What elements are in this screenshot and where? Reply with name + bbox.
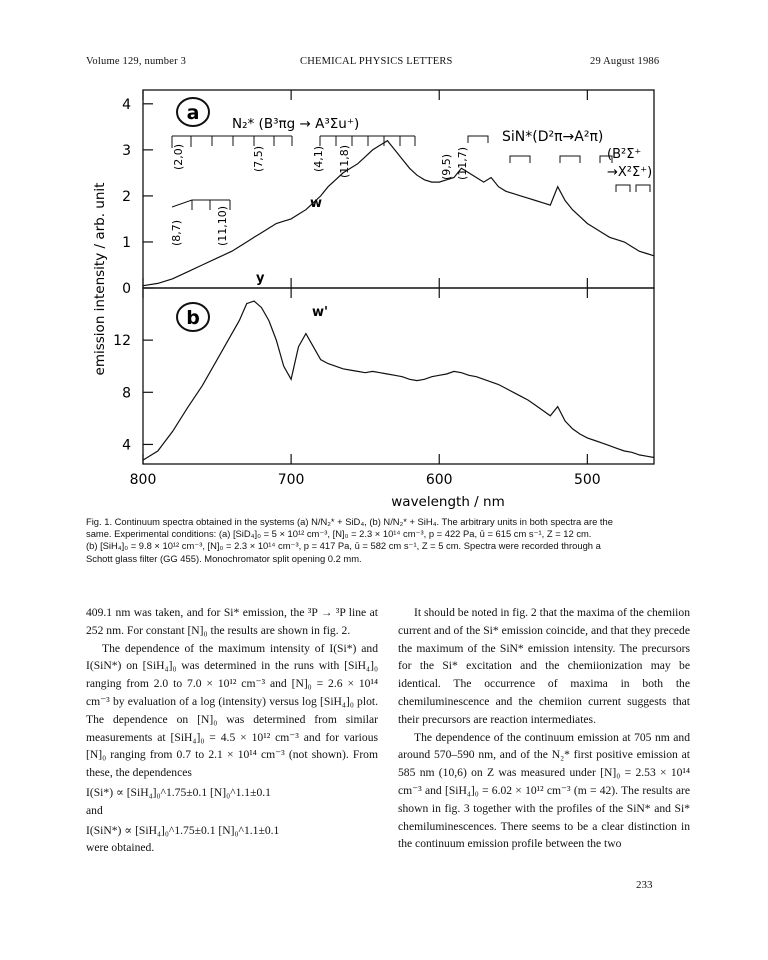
running-header-journal: CHEMICAL PHYSICS LETTERS — [300, 56, 453, 67]
figure-caption — [86, 516, 686, 565]
panel-b-ticks — [113, 333, 153, 453]
svg-text:b: b — [186, 307, 200, 329]
running-header-date: 29 August 1986 — [590, 56, 660, 67]
caption-line: Schott glass filter (GG 455). Monochromator split opening 0.2 mm. — [86, 552, 362, 564]
panel-b-label — [177, 303, 209, 331]
vib-label-2-0: (2,0) — [172, 143, 185, 170]
x-axis-ticks — [129, 90, 604, 488]
vib-label-8-7: (8,7) — [170, 219, 183, 246]
band-label-sin-b1: (B²Σ⁺ — [607, 147, 642, 162]
peak-label-w: w — [310, 196, 323, 211]
equation-si: I(Si*) ∝ [SiH₄]₀^1.75±0.1 [N]₀^1.1±0.1 — [86, 785, 271, 799]
left-column — [86, 604, 378, 857]
right-column — [398, 604, 690, 853]
spectrum-line-panel-b — [143, 301, 654, 460]
vib-label-11-7: (11,7) — [456, 146, 469, 180]
vib-label-11-8: (11,8) — [338, 144, 351, 178]
equation-connector: and — [86, 803, 103, 817]
paragraph: It should be noted in fig. 2 that the maxima of the chemiion current and of the Si* emission coincide, and that they precede the maximum of the SiN* emission intensity. The precursors for the Si* excitation and the chemiionization may be identical. The occurrence of maxima in both the chemiluminescence and the chemiion current suggests that their precursors are reaction intermediates. — [398, 606, 690, 726]
band-label-sin-b2: →X²Σ⁺) — [607, 165, 653, 180]
y-tick-label: 4 — [122, 96, 131, 113]
caption-line: same. Experimental conditions: (a) [SiD₄]₀ = 5 × 10¹² cm⁻³, [N]₀ = 2.3 × 10¹⁴ cm⁻³, p = 422 Pa, ū = 615 cm s⁻¹, Z = 12 cm. — [86, 528, 592, 540]
vib-label-11-10: (11,10) — [216, 205, 229, 246]
x-tick-label: 500 — [573, 472, 601, 488]
vib-label-9-5: (9,5) — [440, 153, 453, 180]
y-tick-label: 4 — [122, 437, 131, 454]
x-axis-label: wavelength / nm — [391, 494, 505, 510]
x-tick-label: 600 — [425, 472, 453, 488]
panel-a-label — [177, 98, 209, 126]
panel-a-frame — [143, 90, 654, 288]
band-label-n2: N₂* (B³πg → A³Σu⁺) — [232, 116, 360, 132]
page-number: 233 — [636, 879, 653, 891]
running-header-volume: Volume 129, number 3 — [86, 56, 187, 67]
y-tick-label: 12 — [113, 333, 131, 350]
paragraph: The dependence of the continuum emission at 705 nm and around 570–590 nm, and of the N₂* first positive emission at 585 nm (10,6) on Z was measured under [N]₀ = 2.53 × 10¹⁴ cm⁻³ and [SiH₄]₀ = 6.02 × 10¹² cm⁻³ (m = 42). The results are shown in fig. 3 together with the profiles of the SiN* and Si* chemiluminescences. There seems to be a clear distinction in the continuum emission profile between the two — [398, 730, 690, 851]
paragraph: The dependence of the maximum intensity of I(Si*) and I(SiN*) on [SiH₄]₀ was determined in the runs with [SiH₄]₀ ranging from 2.0 to 7.0 × 10¹² cm⁻³ and [N]₀ = 2.6 × 10¹⁴ cm⁻³ by evaluation of a log (intensity) versus log [SiH₄]₀ plot. The dependence on [N]₀ was determined from similar measurements at [SiH₄]₀ = 4.5 × 10¹² cm⁻³ and for various [N]₀ ranging from 0.7 to 2.1 × 10¹⁴ cm⁻³ (not shown). From these, the dependences — [86, 641, 378, 780]
svg-text:a: a — [186, 102, 200, 124]
y-tick-label: 3 — [122, 142, 131, 159]
caption-line: Fig. 1. Continuum spectra obtained in the systems (a) N/N₂* + SiD₄, (b) N/N₂* + SiH₄. The arbitrary units in both spectra are the — [86, 516, 613, 527]
y-tick-label: 8 — [122, 385, 131, 402]
panel-a-ticks — [122, 97, 153, 297]
x-tick-label: 700 — [277, 472, 305, 488]
paragraph: 409.1 nm was taken, and for Si* emission, the ³P → ³P line at 252 nm. For constant [N]₀ the results are shown in fig. 2. — [86, 606, 378, 637]
band-brackets — [172, 136, 653, 210]
peak-label-y: y — [256, 271, 265, 286]
caption-line: (b) [SiH₄]₀ = 9.8 × 10¹² cm⁻³, [N]₀ = 2.3 × 10¹⁴ cm⁻³, p = 417 Pa, ū = 582 cm s⁻¹, Z = 5 cm. Spectra were recorded through a — [86, 540, 601, 552]
vib-label-7-5: (7,5) — [252, 145, 265, 172]
vib-label-4-1: (4,1) — [312, 145, 325, 172]
y-tick-label: 2 — [122, 188, 131, 205]
band-label-sin: SiN*(D²π→A²π) — [502, 129, 604, 145]
peak-label-wprime: w' — [312, 305, 328, 320]
equation-sin: I(SiN*) ∝ [SiH₄]₀^1.75±0.1 [N]₀^1.1±0.1 — [86, 823, 280, 837]
paragraph: were obtained. — [86, 841, 155, 855]
y-axis-label: emission intensity / arb. unit — [92, 182, 108, 376]
y-tick-label: 1 — [122, 234, 131, 251]
y-tick-label: 0 — [122, 281, 131, 297]
x-tick-label: 800 — [129, 472, 157, 488]
